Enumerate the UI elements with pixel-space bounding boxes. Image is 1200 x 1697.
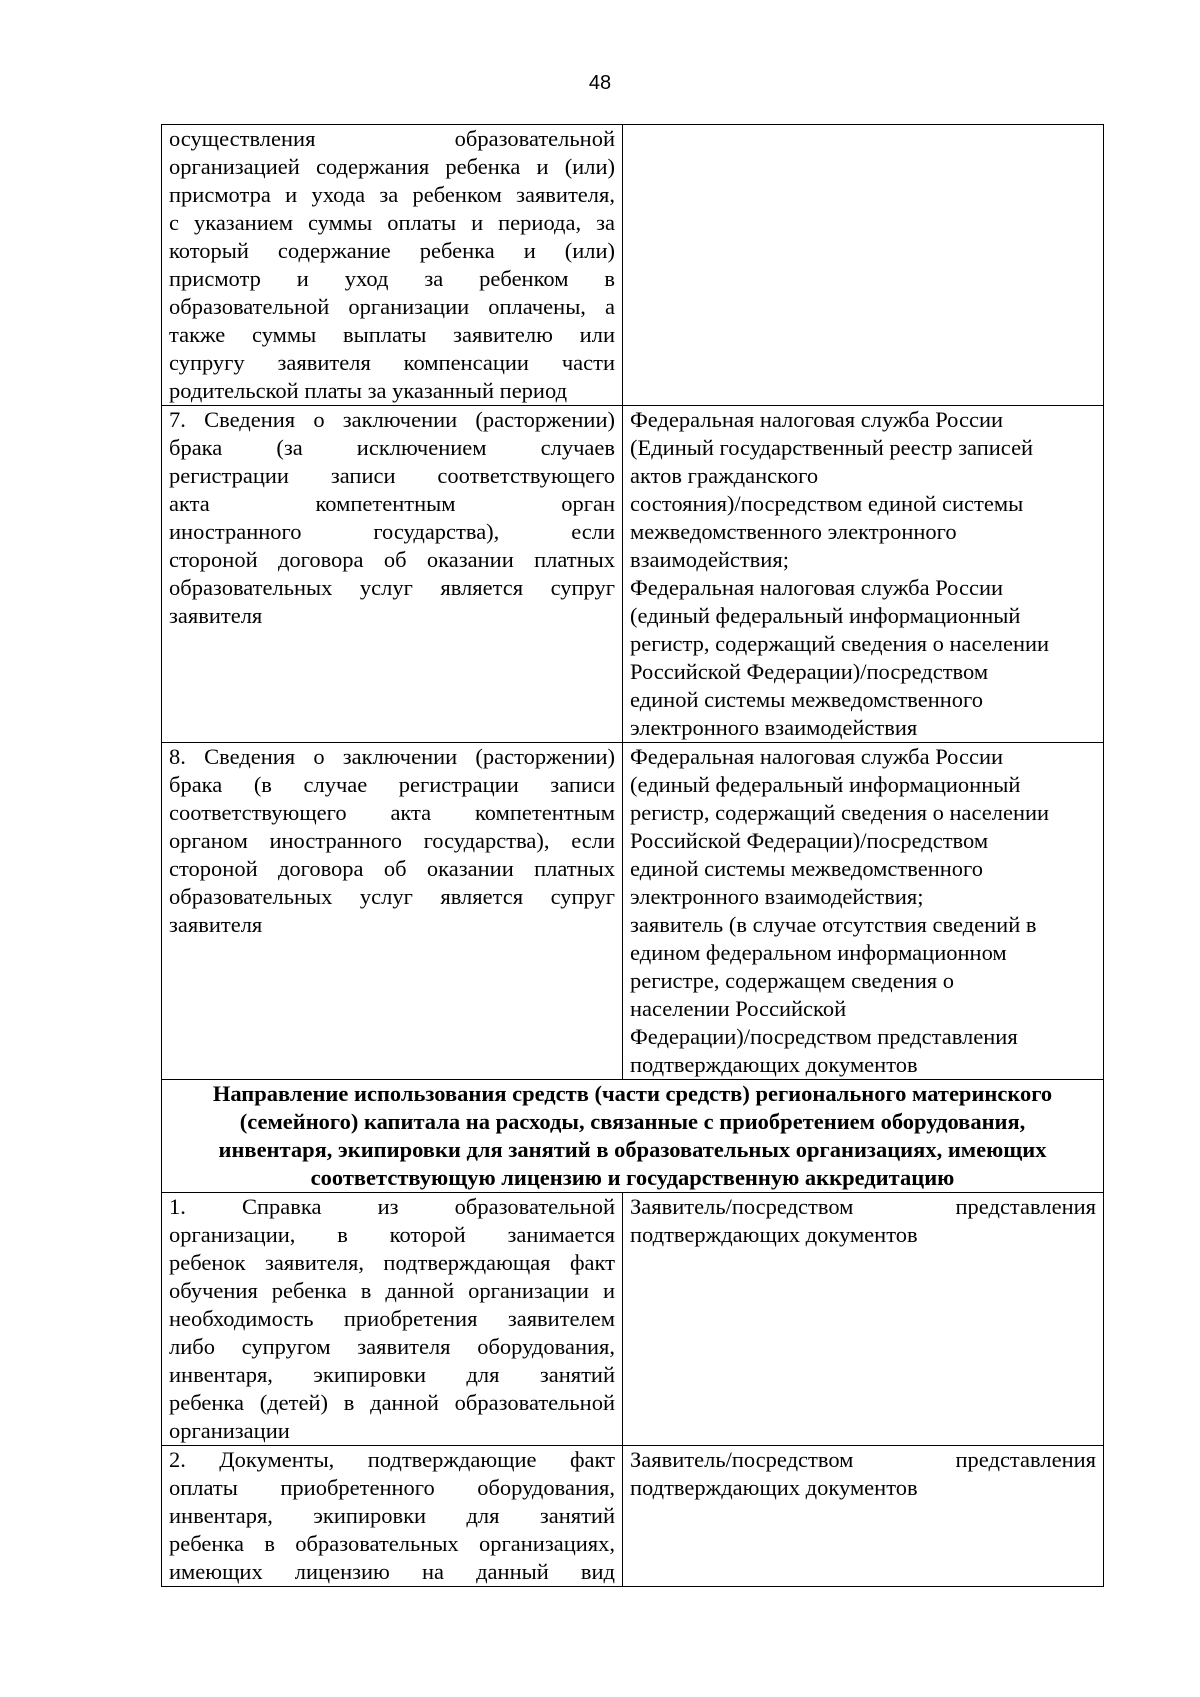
text-line: Федеральная налоговая служба России xyxy=(630,744,1004,769)
text-line: оплаты приобретенного оборудования, xyxy=(169,1475,615,1500)
table-row xyxy=(162,743,1104,1080)
table-row xyxy=(162,125,1104,406)
source-cell xyxy=(623,1193,1104,1446)
table-row xyxy=(162,1446,1104,1587)
text-line: единой системы межведомственного xyxy=(630,856,983,881)
text-line: едином федеральном информационном xyxy=(630,940,1007,965)
text-line: регистре, содержащем сведения о xyxy=(630,968,954,993)
text-line: также суммы выплаты заявителю или xyxy=(169,322,615,347)
text-line: Российской Федерации)/посредством xyxy=(630,828,989,853)
table-row xyxy=(162,1193,1104,1446)
document-cell xyxy=(162,743,623,1080)
source-cell xyxy=(623,406,1104,743)
text-line: супругу заявителя компенсации части xyxy=(169,350,615,375)
text-line: (единый федеральный информационный xyxy=(630,603,1021,628)
text-line: присмотр и уход за ребенком в xyxy=(169,266,615,291)
text-line: который содержание ребенка и (или) xyxy=(169,238,615,263)
text-line: иностранного государства), если xyxy=(169,519,615,544)
text-line: подтверждающих документов xyxy=(630,1052,918,1077)
text-line: подтверждающих документов xyxy=(630,1222,918,1247)
text-line: образовательных услуг является супруг xyxy=(169,575,615,600)
source-cell xyxy=(623,125,1104,406)
text-line: стороной договора об оказании платных xyxy=(169,856,615,881)
text-line: имеющих лицензию на данный вид xyxy=(169,1559,615,1584)
text-line: с указанием суммы оплаты и периода, за xyxy=(169,210,615,235)
text-line: подтверждающих документов xyxy=(630,1475,918,1500)
text-line: межведомственного электронного xyxy=(630,519,957,544)
text-line: Российской Федерации)/посредством xyxy=(630,659,989,684)
text-line: брака (за исключением случаев xyxy=(169,435,615,460)
text-line: образовательной организации оплачены, а xyxy=(169,294,615,319)
text-line: соответствующего акта компетентным xyxy=(169,800,615,825)
text-line: заявителя xyxy=(169,603,263,628)
text-line: Федеральная налоговая служба России xyxy=(630,575,1004,600)
text-line: 2. Документы, подтверждающие факт xyxy=(169,1447,615,1472)
text-line: брака (в случае регистрации записи xyxy=(169,772,615,797)
source-cell xyxy=(623,743,1104,1080)
text-line: (Единый государственный реестр записей xyxy=(630,435,1034,460)
table-row xyxy=(162,406,1104,743)
text-line: Федерации)/посредством представления xyxy=(630,1024,1018,1049)
text-line: необходимость приобретения заявителем xyxy=(169,1306,615,1331)
text-line: ребенка (детей) в данной образовательной xyxy=(169,1390,615,1415)
source-cell xyxy=(623,1446,1104,1587)
section-heading-row xyxy=(162,1080,1104,1193)
text-line: единой системы межведомственного xyxy=(630,687,983,712)
document-cell xyxy=(162,1446,623,1587)
heading-line: соответствующую лицензию и государственную аккредитацию xyxy=(310,1165,955,1190)
text-line: регистрации записи соответствующего xyxy=(169,463,615,488)
text-line: инвентаря, экипировки для занятий xyxy=(169,1362,615,1387)
text-line: акта компетентным орган xyxy=(169,491,615,516)
text-line: органом иностранного государства), если xyxy=(169,828,615,853)
text-line: Заявитель/посредством представления xyxy=(630,1447,1096,1472)
text-line: 8. Сведения о заключении (расторжении) xyxy=(169,744,615,769)
text-line: регистр, содержащий сведения о населении xyxy=(630,800,1050,825)
text-line: стороной договора об оказании платных xyxy=(169,547,615,572)
text-line: 1. Справка из образовательной xyxy=(169,1194,615,1219)
text-line: Федеральная налоговая служба России xyxy=(630,407,1004,432)
heading-line: инвентаря, экипировки для занятий в образовательных организациях, имеющих xyxy=(218,1137,1047,1162)
document-cell xyxy=(162,125,623,406)
text-line: населении Российской xyxy=(630,996,847,1021)
text-line: состояния)/посредством единой системы xyxy=(630,491,1024,516)
text-line: заявителя xyxy=(169,912,263,937)
text-line: инвентаря, экипировки для занятий xyxy=(169,1503,615,1528)
documents-table xyxy=(161,124,1104,1587)
text-line: электронного взаимодействия; xyxy=(630,884,924,909)
text-line: присмотра и ухода за ребенком заявителя, xyxy=(169,182,615,207)
text-line: 7. Сведения о заключении (расторжении) xyxy=(169,407,615,432)
text-line: взаимодействия; xyxy=(630,547,789,572)
heading-line: Направление использования средств (части средств) регионального материнского xyxy=(212,1081,1053,1106)
text-line: осуществления образовательной xyxy=(169,126,615,151)
text-line: электронного взаимодействия xyxy=(630,715,918,740)
text-line: (единый федеральный информационный xyxy=(630,772,1021,797)
text-line: актов гражданского xyxy=(630,463,819,488)
text-line: организации xyxy=(169,1418,290,1443)
document-cell xyxy=(162,1193,623,1446)
heading-line: (семейного) капитала на расходы, связанные с приобретением оборудования, xyxy=(239,1109,1026,1134)
document-cell xyxy=(162,406,623,743)
text-line: регистр, содержащий сведения о населении xyxy=(630,631,1050,656)
text-line: образовательных услуг является супруг xyxy=(169,884,615,909)
text-line: организацией содержания ребенка и (или) xyxy=(169,154,615,179)
text-line: обучения ребенка в данной организации и xyxy=(169,1278,615,1303)
text-line: ребенок заявителя, подтверждающая факт xyxy=(169,1250,615,1275)
text-line: организации, в которой занимается xyxy=(169,1222,615,1247)
section-heading xyxy=(162,1080,1104,1193)
text-line: либо супругом заявителя оборудования, xyxy=(169,1334,615,1359)
text-line: заявитель (в случае отсутствия сведений в xyxy=(630,912,1037,937)
text-line: ребенка в образовательных организациях, xyxy=(169,1531,615,1556)
text-line: родительской платы за указанный период xyxy=(169,378,568,403)
page-number: 48 xyxy=(588,72,612,94)
text-line: Заявитель/посредством представления xyxy=(630,1194,1096,1219)
